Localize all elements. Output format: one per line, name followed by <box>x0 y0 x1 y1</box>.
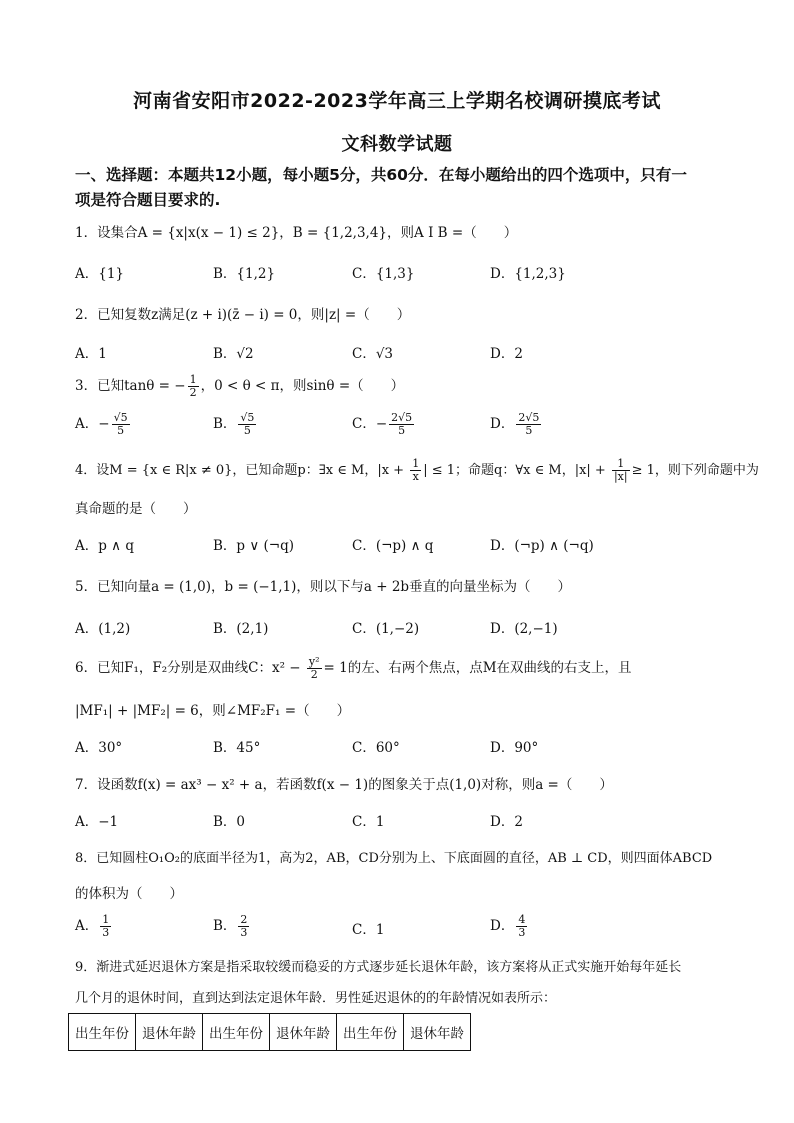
question-1-option-d: D．{1,2,3} <box>490 266 566 282</box>
option-label: A． <box>75 918 99 934</box>
option-fraction <box>516 412 541 437</box>
page-subtitle: 文科数学试题 <box>341 134 453 155</box>
option-fraction <box>100 914 111 939</box>
question-4-option-d: D．(¬p) ∧ (¬q) <box>490 538 594 554</box>
option-label: A．− <box>75 416 110 432</box>
fraction-denominator: 5 <box>117 424 125 437</box>
table-header-cell: 退休年龄 <box>404 1014 471 1051</box>
question-5-option-d: D．(2,−1) <box>490 621 558 637</box>
page-title: 河南省安阳市2022-2023学年高三上学期名校调研摸底考试 <box>133 90 661 112</box>
question-6-option-c: C．60° <box>352 740 400 756</box>
question-9-stem: 9．渐进式延迟退休方案是指采取较缓而稳妥的方式逐步延长退休年龄，该方案将从正式实施开始每年延长 <box>75 960 682 975</box>
question-7-option-b: B．0 <box>213 814 246 830</box>
question-4-option-c: C．(¬p) ∧ q <box>352 538 434 554</box>
table-header-cell: 出生年份 <box>337 1014 404 1051</box>
question-8-option-c: C．1 <box>352 922 385 938</box>
option-fraction <box>516 914 527 939</box>
question-6-option-d: D．90° <box>490 740 539 756</box>
fraction-denominator: 3 <box>518 926 526 939</box>
option-label: B． <box>213 918 237 934</box>
question-8-stem: 8．已知圆柱O₁O₂的底面半径为1，高为2，AB，CD分别为上、下底面圆的直径，AB ⊥ CD，则四面体ABCD <box>75 851 713 866</box>
fraction-denominator: 3 <box>240 926 248 939</box>
question-3-option-a <box>75 412 132 437</box>
table-header-row <box>69 1014 471 1051</box>
option-fraction <box>112 412 130 437</box>
question-3-option-d <box>490 412 543 437</box>
section-heading-line1: 一、选择题：本题共12小题，每小题5分，共60分．在每小题给出的四个选项中，只有一 <box>75 166 687 184</box>
section-heading-line2: 项是符合题目要求的. <box>75 191 221 209</box>
option-fraction <box>238 412 256 437</box>
question-6-option-b: B．45° <box>213 740 261 756</box>
fraction-numerator: √5 <box>240 411 255 424</box>
question-2-stem: 2．已知复数z满足(z + i)(z̄ − i) = 0，则|z| =（ ） <box>75 307 411 323</box>
question-1-option-a: A．{1} <box>75 266 125 282</box>
option-label: D． <box>490 918 515 934</box>
fraction-numerator: 1 <box>612 458 630 471</box>
question-4-option-b: B．p ∨ (¬q) <box>213 538 295 554</box>
question-5-option-c: C．(1,−2) <box>352 621 420 637</box>
fraction-denominator: 5 <box>398 424 406 437</box>
fraction-denominator: 2 <box>310 668 318 681</box>
question-2-option-c: C．√3 <box>352 346 394 362</box>
option-label: B． <box>213 416 237 432</box>
question-5-option-b: B．(2,1) <box>213 621 269 637</box>
question-4-fraction-1 <box>410 458 421 483</box>
question-6-stem <box>75 656 632 681</box>
fraction-numerator: 2√5 <box>518 411 540 424</box>
retirement-age-table <box>68 1013 471 1051</box>
option-fraction <box>238 914 249 939</box>
fraction-denominator: 5 <box>243 424 251 437</box>
question-8-option-d <box>490 914 529 939</box>
fraction-denominator: 5 <box>525 424 533 437</box>
question-4-stem-line2: 真命题的是（ ） <box>75 501 197 517</box>
question-3-stem-pre: 3．已知tanθ = − <box>75 378 186 394</box>
question-8-option-b <box>213 914 251 939</box>
fraction-numerator: √5 <box>113 411 128 424</box>
question-1-option-b: B．{1,2} <box>213 266 276 282</box>
question-6-fraction <box>307 656 322 681</box>
question-4-stem <box>75 458 759 483</box>
question-4-stem-pre: 4．设M = {x ∈ R|x ≠ 0}，已知命题p：∃x ∈ M，|x + <box>75 463 409 478</box>
question-7-stem: 7．设函数f(x) = ax³ − x² + a，若函数f(x − 1)的图象关于点(1,0)对称，则a =（ ） <box>75 777 613 793</box>
question-6-option-a: A．30° <box>75 740 123 756</box>
fraction-numerator: 2√5 <box>391 411 413 424</box>
question-5-option-a: A．(1,2) <box>75 621 131 637</box>
table-header-cell: 退休年龄 <box>136 1014 203 1051</box>
question-4-stem-post: ≥ 1，则下列命题中为 <box>631 463 759 478</box>
question-3-stem <box>75 374 404 399</box>
fraction-numerator: 1 <box>189 373 197 386</box>
fraction-numerator: y² <box>308 655 320 668</box>
fraction-denominator: 2 <box>189 386 197 399</box>
question-3-stem-post: ，0 < θ < π，则sinθ =（ ） <box>200 378 405 394</box>
question-3-option-c <box>352 412 416 437</box>
fraction-numerator: 1 <box>412 457 420 470</box>
option-fraction <box>389 412 414 437</box>
question-6-stem-pre: 6．已知F₁，F₂分别是双曲线C：x² − <box>75 660 305 676</box>
question-9-stem-line2: 几个月的退休时间，直到达到法定退休年龄．男性延迟退休的的年龄情况如表所示： <box>75 991 557 1006</box>
option-label: D． <box>490 416 515 432</box>
question-4-option-a: A．p ∧ q <box>75 538 134 554</box>
question-2-option-d: D．2 <box>490 346 523 362</box>
question-7-option-a: A．−1 <box>75 814 119 830</box>
question-1-option-c: C．{1,3} <box>352 266 415 282</box>
fraction-denominator: |x| <box>613 470 628 483</box>
table-header-cell: 退休年龄 <box>270 1014 337 1051</box>
question-4-stem-mid: | ≤ 1；命题q：∀x ∈ M，|x| + <box>423 463 610 478</box>
question-7-option-d: D．2 <box>490 814 523 830</box>
question-7-option-c: C．1 <box>352 814 385 830</box>
fraction-numerator: 1 <box>102 913 110 926</box>
option-label: C．− <box>352 416 388 432</box>
fraction-denominator: 3 <box>102 926 110 939</box>
question-8-stem-line2: 的体积为（ ） <box>75 886 183 902</box>
question-2-option-a: A．1 <box>75 346 107 362</box>
question-8-option-a <box>75 914 113 939</box>
table-header-cell: 出生年份 <box>203 1014 270 1051</box>
question-1-stem: 1．设集合A = {x|x(x − 1) ≤ 2}，B = {1,2,3,4}，则A I B =（ ） <box>75 225 518 241</box>
fraction-numerator: 4 <box>518 913 526 926</box>
table-header-cell: 出生年份 <box>69 1014 136 1051</box>
question-3-fraction <box>188 374 199 399</box>
question-4-fraction-2 <box>612 458 630 483</box>
question-3-option-b <box>213 412 258 437</box>
question-6-stem-post: = 1的左、右两个焦点，点M在双曲线的右支上，且 <box>323 660 632 676</box>
fraction-denominator: x <box>412 470 419 483</box>
question-5-stem: 5．已知向量a = (1,0)，b = (−1,1)，则以下与a + 2b垂直的向量坐标为（ ） <box>75 579 572 595</box>
question-6-stem-line2: |MF₁| + |MF₂| = 6，则∠MF₂F₁ =（ ） <box>75 703 351 719</box>
fraction-numerator: 2 <box>240 913 248 926</box>
question-2-option-b: B．√2 <box>213 346 254 362</box>
